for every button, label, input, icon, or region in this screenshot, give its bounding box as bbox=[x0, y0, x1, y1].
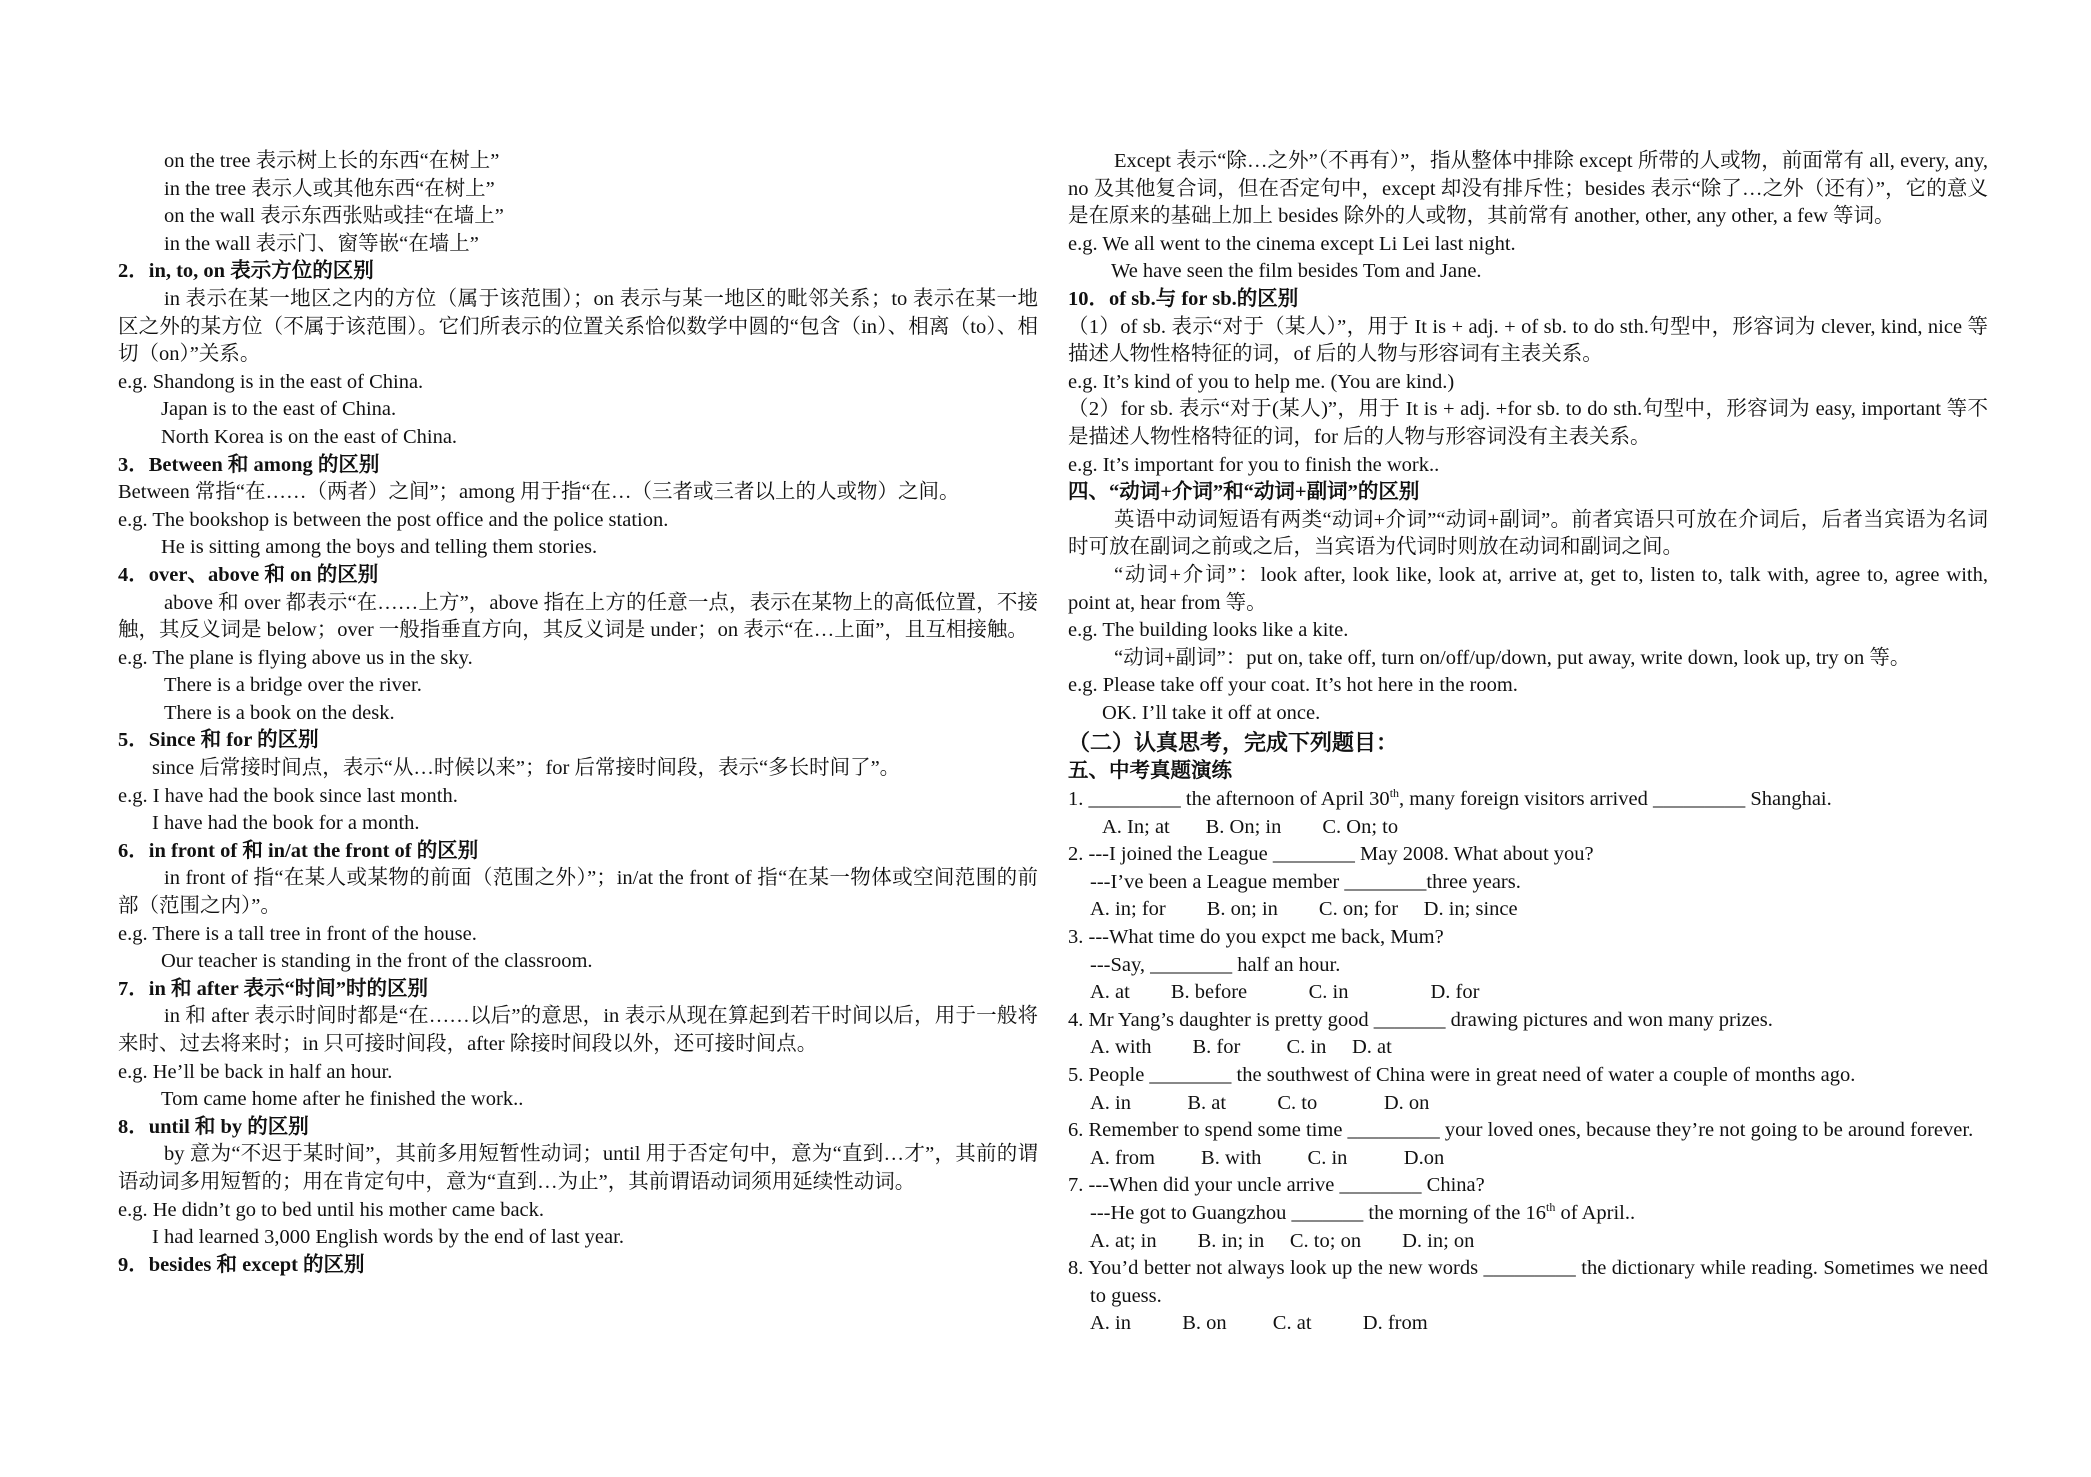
text-line: e.g. The plane is flying above us in the sky. bbox=[118, 646, 473, 669]
text-line: 1. _________ the afternoon of April 30th, many foreign visitors arrived _________ Shanghai. bbox=[1068, 786, 1832, 811]
section-heading: 五、中考真题演练 bbox=[1068, 760, 1232, 783]
superscript: th bbox=[1389, 786, 1400, 801]
text-line: 4. Mr Yang’s daughter is pretty good _______ drawing pictures and won many prizes. bbox=[1068, 1008, 1773, 1031]
section-heading: 3．Between 和 among 的区别 bbox=[118, 453, 380, 476]
text-line: e.g. Please take off your coat. It’s hot here in the room. bbox=[1068, 674, 1518, 697]
left-column bbox=[118, 148, 1038, 1279]
text-line: 5. People ________ the southwest of China were in great need of water a couple of months ago. bbox=[1068, 1064, 1856, 1086]
text-line: 6. Remember to spend some time _________ your loved ones, because they’re not going to be around forever. bbox=[1068, 1119, 1974, 1142]
text-line: There is a bridge over the river. bbox=[164, 674, 422, 697]
text-line: A. In; at B. On; in C. On; to bbox=[1102, 815, 1399, 838]
text-line: A. at; in B. in; in C. to; on D. in; on bbox=[1090, 1229, 1475, 1252]
text-line: e.g. He’ll be back in half an hour. bbox=[118, 1060, 393, 1083]
text-line: Between 常指“在……（两者）之间”；among 用于指“在…（三者或三者以上的人或物）之间。 bbox=[118, 481, 960, 504]
section-heading: 9．besides 和 except 的区别 bbox=[118, 1253, 365, 1276]
text-line: e.g. There is a tall tree in front of the house. bbox=[118, 922, 477, 945]
text-line: 7. ---When did your uncle arrive ________ China? bbox=[1068, 1174, 1485, 1197]
section-heading: 5．Since 和 for 的区别 bbox=[118, 729, 319, 752]
text-line: A. in B. at C. to D. on bbox=[1090, 1091, 1430, 1114]
text-line: e.g. I have had the book since last month. bbox=[118, 784, 458, 807]
text-line: A. at B. before C. in D. for bbox=[1090, 981, 1480, 1004]
text-line: North Korea is on the east of China. bbox=[161, 425, 458, 448]
text-line: I have had the book for a month. bbox=[152, 812, 420, 835]
section-heading: 4．over、above 和 on 的区别 bbox=[118, 563, 379, 586]
text-line: above 和 over 都表示“在……上方”，above 指在上方的任意一点，表示在某物上的高低位置，不接触，其反义词是 below；over 一般指垂直方向，其反义词是 under；on 表示“在…上面”，且互相接触。 bbox=[118, 591, 1038, 642]
text-line: on the tree 表示树上长的东西“在树上” bbox=[164, 150, 500, 172]
text-line: since 后常接时间点，表示“从…时候以来”；for 后常接时间段，表示“多长时间了”。 bbox=[152, 757, 901, 780]
superscript: th bbox=[1546, 1200, 1556, 1215]
text-line: He is sitting among the boys and telling them stories. bbox=[161, 536, 598, 559]
section-heading: 10．of sb.与 for sb.的区别 bbox=[1068, 287, 1299, 310]
section-heading: 2．in, to, on 表示方位的区别 bbox=[118, 260, 374, 283]
text-line: in the wall 表示门、窗等嵌“在墙上” bbox=[164, 232, 479, 255]
text-line: I had learned 3,000 English words by the end of last year. bbox=[152, 1226, 624, 1249]
text-line: Japan is to the east of China. bbox=[161, 398, 397, 421]
text-line: Our teacher is standing in the front of the classroom. bbox=[161, 950, 593, 973]
text-line: A. with B. for C. in D. at bbox=[1090, 1036, 1392, 1059]
text-line: e.g. We all went to the cinema except Li Lei last night. bbox=[1068, 232, 1516, 255]
text-line: ---He got to Guangzhou _______ the morning of the 16th of April.. bbox=[1090, 1200, 1636, 1224]
text-line: on the wall 表示东西张贴或挂“在墙上” bbox=[164, 205, 504, 228]
text-line: in the tree 表示人或其他东西“在树上” bbox=[164, 177, 495, 200]
text-line: A. from B. with C. in D.on bbox=[1090, 1146, 1445, 1169]
text-line: e.g. Shandong is in the east of China. bbox=[118, 370, 424, 393]
text-line: OK. I’ll take it off at once. bbox=[1102, 701, 1321, 724]
text-line: e.g. He didn’t go to bed until his mother came back. bbox=[118, 1198, 545, 1221]
text-line: We have seen the film besides Tom and Jane. bbox=[1111, 260, 1482, 283]
section-heading: 四、“动词+介词”和“动词+副词”的区别 bbox=[1068, 481, 1420, 504]
text-line: e.g. The bookshop is between the post office and the police station. bbox=[118, 508, 669, 531]
text-line: A. in B. on C. at D. from bbox=[1090, 1312, 1428, 1335]
text-line: Except 表示“除…之外”（不再有）”，指从整体中排除 except 所带的人或物，前面常有 all, every, any, no 及其他复合词，但在否定句中，except 却没有排斥性；besides 表示“除了…之外（还有）”，它的意义是在原来的基础上加上 besides 除外的人或物，其前常有 another, other, any other, a few 等词。 bbox=[1068, 150, 1988, 228]
text-line: by 意为“不迟于某时间”，其前多用短暂性动词；until 用于否定句中，意为“直到…才”，其前的谓语动词多用短暂的；用在肯定句中，意为“直到…为止”，其前谓语动词须用延续性动词。 bbox=[118, 1143, 1038, 1193]
text-line: ---Say, ________ half an hour. bbox=[1090, 953, 1341, 976]
text-line: ---I’ve been a League member ________three years. bbox=[1090, 870, 1521, 893]
text-line: 3. ---What time do you expct me back, Mum? bbox=[1068, 926, 1444, 949]
text-line: 2. ---I joined the League ________ May 2008. What about you? bbox=[1068, 843, 1594, 866]
section-heading: 8．until 和 by 的区别 bbox=[118, 1115, 309, 1138]
section-heading: 6．in front of 和 in/at the front of 的区别 bbox=[118, 839, 479, 862]
section-heading: （二）认真思考，完成下列题目： bbox=[1068, 730, 1399, 756]
text-line: 8. You’d better not always look up the new words _________ the dictionary while reading. Sometimes we need to guess. bbox=[1068, 1257, 1988, 1307]
text-line: Tom came home after he finished the work.. bbox=[161, 1088, 524, 1111]
text-line: in 表示在某一地区之内的方位（属于该范围）；on 表示与某一地区的毗邻关系；to 表示在某一地区之外的某方位（不属于该范围）。它们所表示的位置关系恰似数学中圆的“包含（in）、相离（to）、相切（on）”关系。 bbox=[118, 287, 1038, 366]
text-line: in 和 after 表示时间时都是“在……以后”的意思，in 表示从现在算起到若干时间以后，用于一般将来时、过去将来时；in 只可接时间段，after 除接时间段以外，还可接时间点。 bbox=[118, 1005, 1038, 1055]
text-line: e.g. The building looks like a kite. bbox=[1068, 619, 1349, 642]
text-line: “动词+介词”：look after, look like, look at, arrive at, get to, listen to, talk with, agree to, agree with, point at, hear from 等。 bbox=[1068, 563, 1988, 614]
text-line: in front of 指“在某人或某物的前面（范围之外）”；in/at the front of 指“在某一物体或空间范围的前部（范围之内）”。 bbox=[118, 867, 1038, 918]
text-line: e.g. It’s kind of you to help me. (You are kind.) bbox=[1068, 370, 1455, 393]
text-line: e.g. It’s important for you to finish the work.. bbox=[1068, 453, 1440, 476]
text-line: There is a book on the desk. bbox=[164, 701, 395, 724]
right-column bbox=[1068, 148, 1988, 1338]
section-heading: 7．in 和 after 表示“时间”时的区别 bbox=[118, 977, 428, 1000]
text-line: “动词+副词”：put on, take off, turn on/off/up/down, put away, write down, look up, try on 等。 bbox=[1114, 646, 1911, 669]
text-line: （2）for sb. 表示“对于(某人)”，用于 It is + adj. +for sb. to do sth.句型中，形容词为 easy, important 等不是描述人物性格特征的词，for 后的人物与形容词没有主表关系。 bbox=[1068, 398, 1988, 448]
text-line: （1）of sb. 表示“对于（某人）”，用于 It is + adj. + of sb. to do sth.句型中，形容词为 clever, kind, nice 等描述人物性格特征的词，of 后的人物与形容词有主表关系。 bbox=[1068, 315, 1988, 366]
text-line: A. in; for B. on; in C. on; for D. in; since bbox=[1090, 898, 1518, 921]
text-line: 英语中动词短语有两类“动词+介词”“动词+副词”。前者宾语只可放在介词后，后者当宾语为名词时可放在副词之前或之后，当宾语为代词时则放在动词和副词之间。 bbox=[1068, 508, 1988, 559]
